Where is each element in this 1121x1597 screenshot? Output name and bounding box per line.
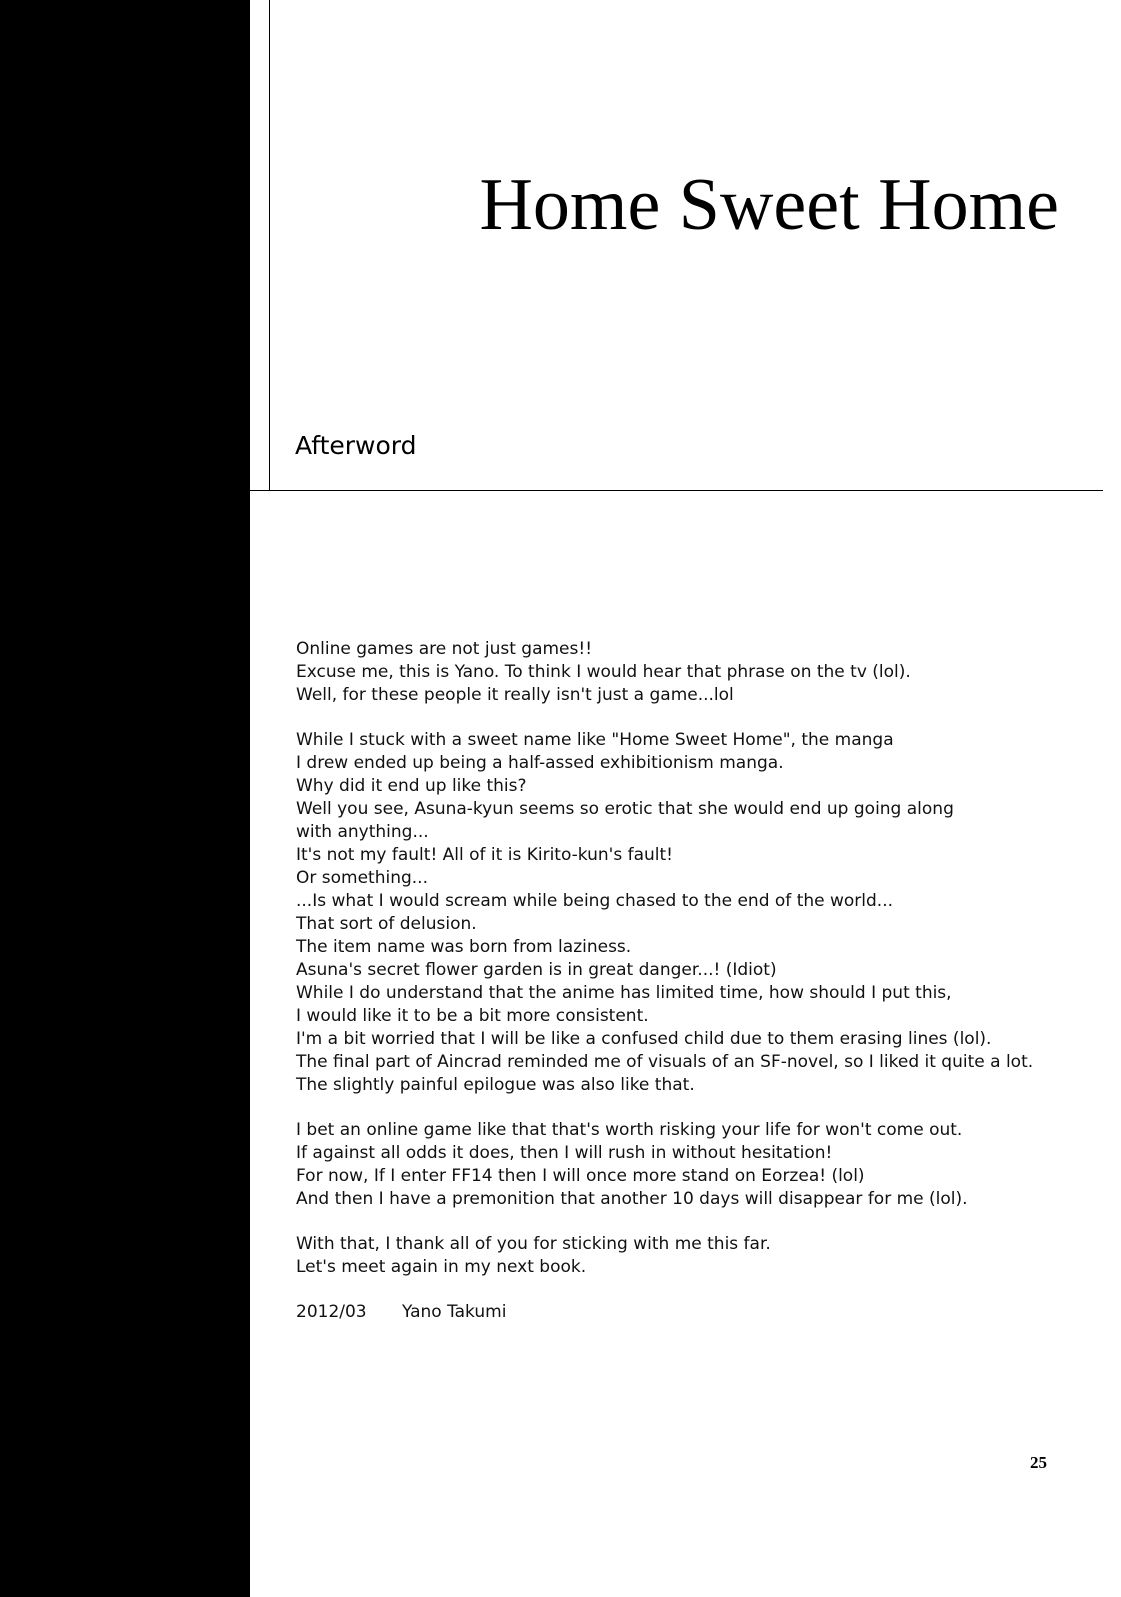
text-line: Why did it end up like this? (296, 776, 527, 796)
signature-date: 2012/03 (296, 1302, 367, 1322)
page-number: 25 (1030, 1453, 1047, 1472)
text-line: I would like it to be a bit more consistent. (296, 1006, 649, 1026)
text-line: Asuna's secret flower garden is in great danger...! (Idiot) (296, 960, 777, 980)
text-line: With that, I thank all of you for sticking with me this far. (296, 1234, 771, 1254)
text-line: ...Is what I would scream while being chased to the end of the world... (296, 891, 894, 911)
signature-author: Yano Takumi (402, 1302, 507, 1322)
text-line: The slightly painful epilogue was also like that. (296, 1075, 695, 1095)
text-line: Let's meet again in my next book. (296, 1257, 587, 1277)
text-line: Well, for these people it really isn't just a game...lol (296, 685, 734, 705)
text-line: Online games are not just games!! (296, 639, 593, 659)
page-title: Home Sweet Home (479, 164, 1059, 246)
text-line: I'm a bit worried that I will be like a confused child due to them erasing lines (lol). (296, 1029, 992, 1049)
paragraph (296, 729, 1086, 1097)
text-line: I drew ended up being a half-assed exhibitionism manga. (296, 753, 784, 773)
text-line: While I stuck with a sweet name like "Home Sweet Home", the manga (296, 730, 894, 750)
black-side-strip (0, 0, 250, 1597)
text-line: It's not my fault! All of it is Kirito-kun's fault! (296, 845, 673, 865)
paragraph (296, 1233, 1086, 1279)
horizontal-rule (250, 490, 1103, 491)
text-line: While I do understand that the anime has limited time, how should I put this, (296, 983, 952, 1003)
text-line: And then I have a premonition that another 10 days will disappear for me (lol). (296, 1189, 968, 1209)
afterword-body (296, 638, 1086, 1324)
text-line: Or something... (296, 868, 428, 888)
text-line: with anything... (296, 822, 429, 842)
text-line: Well you see, Asuna-kyun seems so erotic that she would end up going along (296, 799, 954, 819)
section-heading: Afterword (295, 431, 417, 460)
text-line: The final part of Aincrad reminded me of visuals of an SF-novel, so I liked it quite a lot. (296, 1052, 1034, 1072)
text-line: The item name was born from laziness. (296, 937, 632, 957)
signature (296, 1301, 1086, 1324)
paragraph (296, 638, 1086, 707)
paragraph (296, 1119, 1086, 1211)
vertical-rule (269, 0, 270, 490)
text-line: Excuse me, this is Yano. To think I would hear that phrase on the tv (lol). (296, 662, 911, 682)
text-line: For now, If I enter FF14 then I will once more stand on Eorzea! (lol) (296, 1166, 865, 1186)
text-line: I bet an online game like that that's worth risking your life for won't come out. (296, 1120, 963, 1140)
text-line: If against all odds it does, then I will rush in without hesitation! (296, 1143, 833, 1163)
text-line: That sort of delusion. (296, 914, 477, 934)
